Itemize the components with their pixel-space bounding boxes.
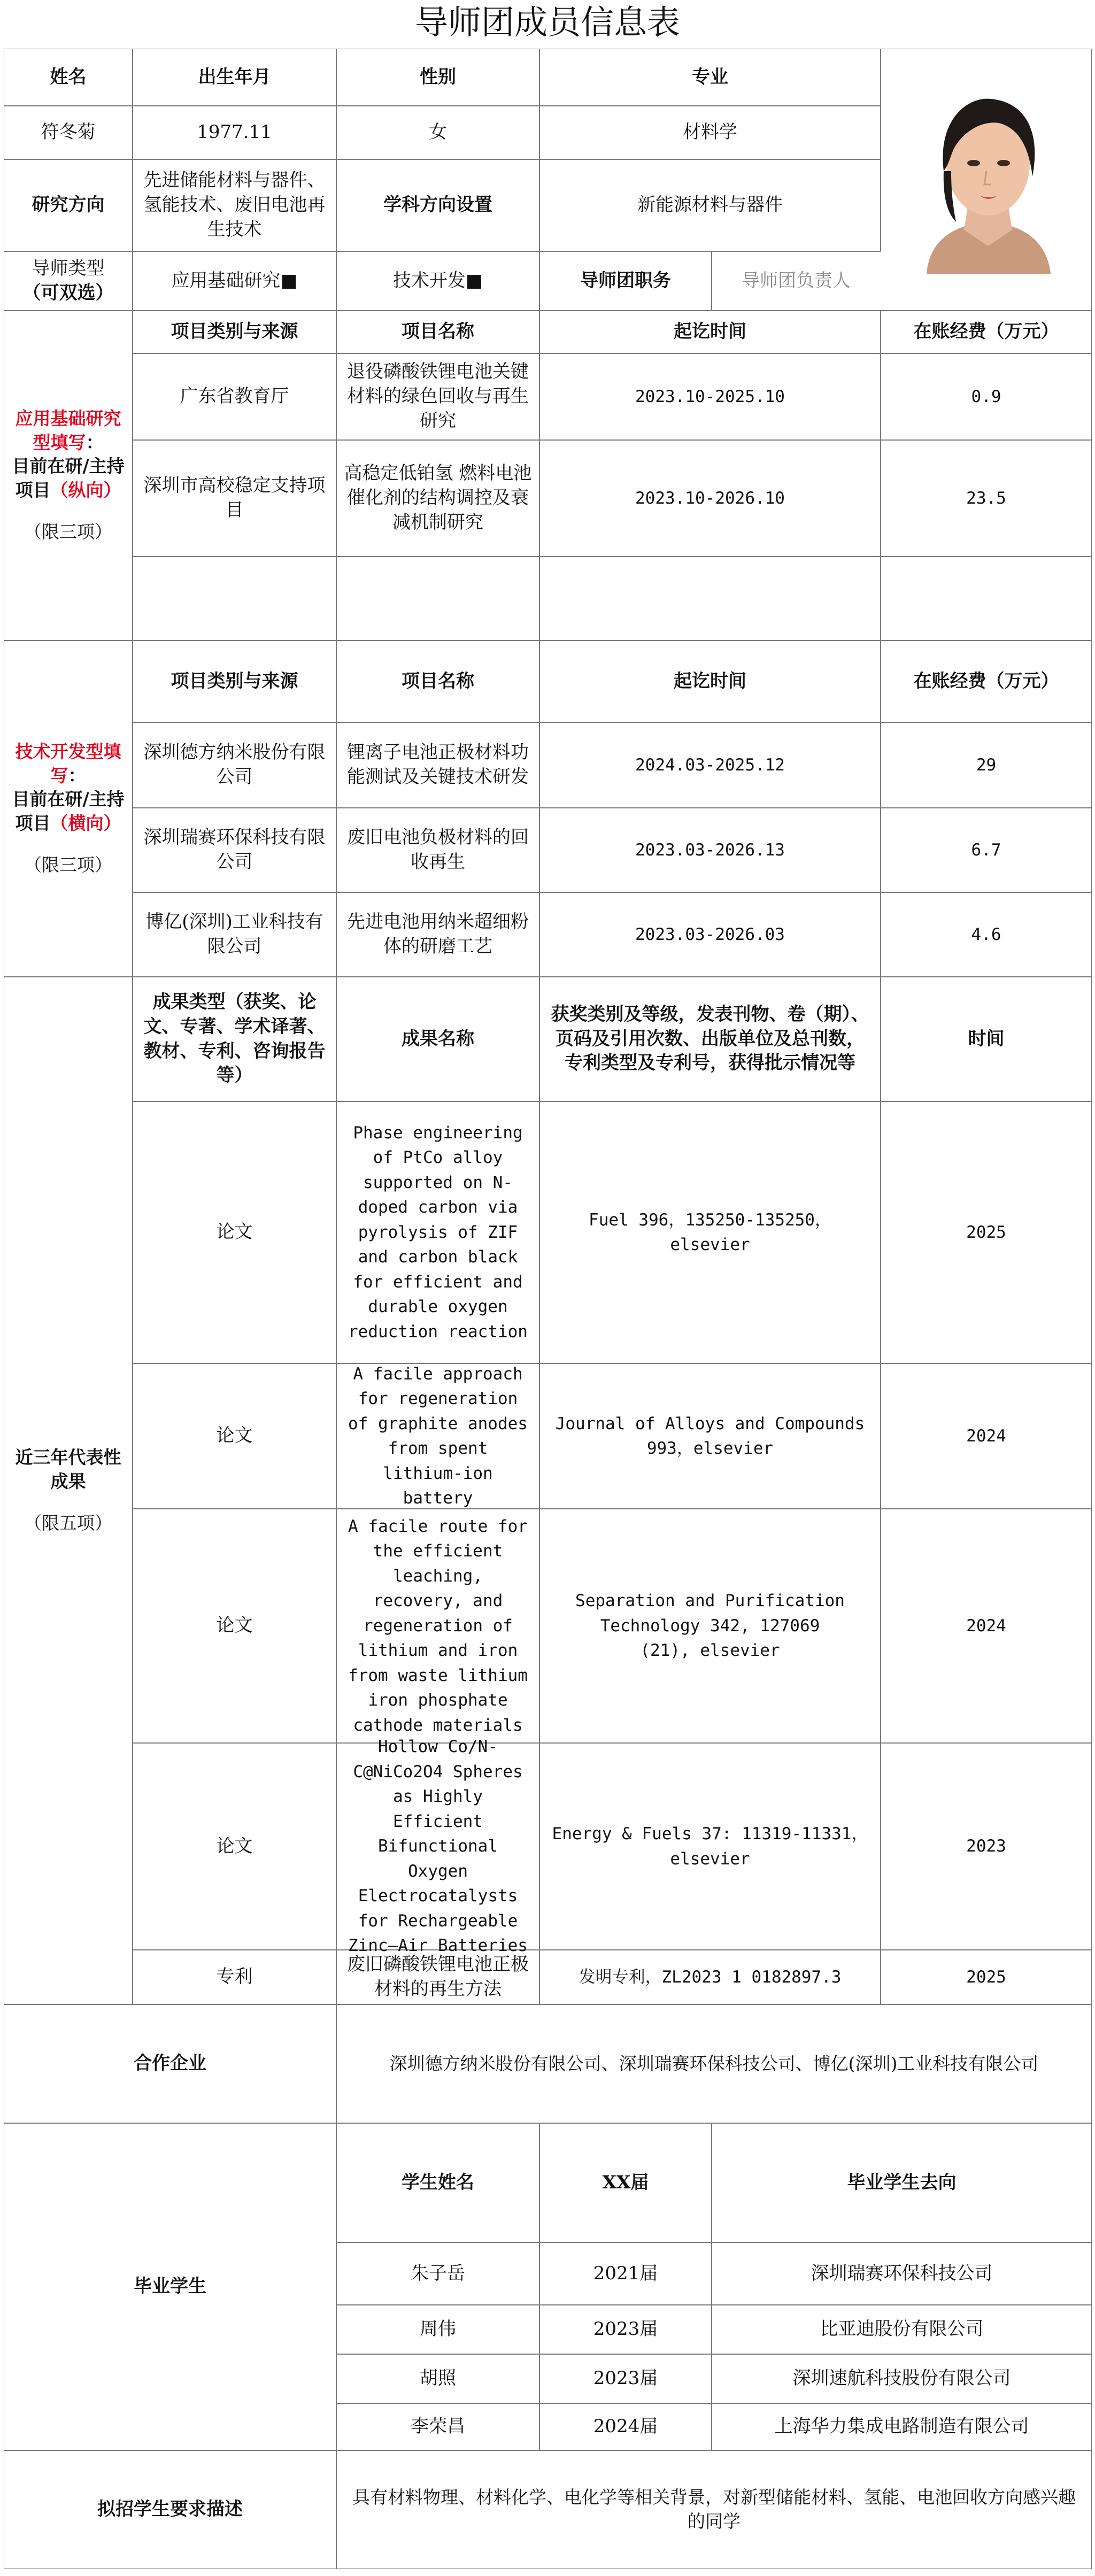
mentor-type-label-line2: （可双选） <box>22 282 114 304</box>
tech-col-period: 起讫时间 <box>674 670 746 692</box>
name-label: 姓名 <box>50 66 87 88</box>
tech-row-2-period: 2023.03-2026.13 <box>635 840 785 860</box>
ach-col-name: 成果名称 <box>402 1028 474 1050</box>
applied-side-label <box>4 311 133 641</box>
ach-row-3-type: 论文 <box>216 1615 253 1637</box>
recruit-label: 拟招学生要求描述 <box>97 2498 243 2520</box>
grad-col-year: XX届 <box>602 2171 649 2193</box>
ach-row-2-name: A facile approach for regeneration of graphite anodes from spent lithium-ion battery <box>348 1364 528 1508</box>
ach-row-1-time: 2025 <box>966 1222 1006 1242</box>
major-label: 专业 <box>692 66 728 88</box>
applied-col-fund: 在账经费（万元） <box>913 321 1059 343</box>
tech-row-3-source: 博亿(深圳)工业科技有限公司 <box>145 911 323 957</box>
tech-row-1-source: 深圳德方纳米股份有限公司 <box>143 742 326 788</box>
mentor-type-label-line1: 导师类型 <box>32 257 105 279</box>
applied-col-name: 项目名称 <box>402 321 474 343</box>
mentor-photo <box>905 70 1071 274</box>
tech-row-3-name: 先进电池用纳米超细粉体的研磨工艺 <box>347 911 529 957</box>
grad-row-4-year: 2024届 <box>593 2416 658 2438</box>
tech-row-1-fund: 29 <box>976 755 997 775</box>
tech-col-fund: 在账经费（万元） <box>913 670 1059 692</box>
tech-row-1-period: 2024.03-2025.12 <box>635 755 785 775</box>
grad-row-2-dest: 比亚迪股份有限公司 <box>820 2318 984 2340</box>
ach-col-type: 成果类型（获奖、论文、专著、学术译著、教材、专利、咨询报告等） <box>143 991 326 1086</box>
ach-row-3-time: 2024 <box>966 1616 1006 1636</box>
tech-row-3-fund: 4.6 <box>971 924 1001 944</box>
discipline-label: 学科方向设置 <box>383 194 492 216</box>
page-title: 导师团成员信息表 <box>414 3 680 42</box>
graduates-label: 毕业学生 <box>134 2276 206 2297</box>
name-value: 符冬菊 <box>41 121 96 143</box>
duty-label: 导师团职务 <box>580 269 671 291</box>
applied-row-2-name: 高稳定低铂氢 燃料电池催化剂的结构调控及衰减机制研究 <box>344 462 532 533</box>
discipline-value: 新能源材料与器件 <box>637 194 783 216</box>
tech-side-title: 技术开发型填写： <box>15 741 121 786</box>
ach-row-1-name: Phase engineering of PtCo alloy supported on N-doped carbon via pyrolysis of ZIF and carbon black for efficient and durable oxygen reduction reaction <box>348 1123 528 1341</box>
ach-row-4-type: 论文 <box>216 1835 253 1857</box>
applied-row-1-name: 退役磷酸铁锂电池关键材料的绿色回收与再生研究 <box>347 361 529 431</box>
ach-row-4-time: 2023 <box>966 1837 1006 1856</box>
applied-side-limit: （限三项） <box>24 521 112 543</box>
grad-row-1-name: 朱子岳 <box>411 2262 465 2284</box>
grad-row-3-name: 胡照 <box>420 2367 456 2389</box>
gender-value: 女 <box>429 121 447 143</box>
achievements-side-label <box>4 977 133 2004</box>
tech-row-2-source: 深圳瑞赛环保科技有限公司 <box>143 827 326 873</box>
grad-row-4-dest: 上海华力集成电路制造有限公司 <box>774 2416 1029 2438</box>
ach-col-time: 时间 <box>968 1028 1005 1050</box>
grad-col-name: 学生姓名 <box>402 2171 474 2193</box>
grad-row-2-year: 2023届 <box>593 2318 658 2340</box>
ach-row-2-time: 2024 <box>966 1426 1006 1446</box>
ach-row-5-detail: 发明专利，ZL2023 1 0182897.3 <box>579 1967 842 1987</box>
ach-row-3-name: A facile route for the efficient leaching, recovery, and regeneration of lithium and iron from waste lithium iron phosphate cathode materials <box>348 1516 528 1735</box>
tech-col-source: 项目类别与来源 <box>171 670 298 692</box>
ach-row-3-detail: Separation and Purification Technology 342, 127069 (21), elsevier <box>575 1591 845 1661</box>
ach-row-5-type: 专利 <box>216 1966 253 1988</box>
tech-side-sub: 目前在研/主持项目（横向） <box>12 789 125 834</box>
grad-row-1-year: 2021届 <box>593 2262 658 2284</box>
mentor-type-label <box>4 251 133 311</box>
tech-side-label <box>4 641 133 977</box>
tech-row-1-name: 锂离子电池正极材料功能测试及关键技术研发 <box>347 742 529 788</box>
grad-row-4-name: 李荣昌 <box>411 2416 465 2438</box>
portrait-image <box>905 70 1071 274</box>
applied-row-2-fund: 23.5 <box>966 488 1006 508</box>
recruit-value: 具有材料物理、材料化学、电化学等相关背景，对新型储能材料、氢能、电池回收方向感兴趣的同学 <box>352 2487 1076 2532</box>
ach-row-4-detail: Energy & Fuels 37: 11319-11331，elsevier <box>552 1824 868 1869</box>
grad-row-3-year: 2023届 <box>593 2367 658 2389</box>
grad-col-dest: 毕业学生去向 <box>847 2171 957 2193</box>
ach-row-4-name: Hollow Co/N-C@NiCo2O4 Spheres as Highly Efficient Bifunctional Oxygen Electrocatalysts for Rechargeable Zinc–Air Batteries <box>348 1737 528 1956</box>
grad-row-3-dest: 深圳速航科技股份有限公司 <box>792 2367 1011 2389</box>
tech-row-2-name: 废旧电池负极材料的回收再生 <box>347 827 529 873</box>
applied-row-2-source: 深圳市高校稳定支持项目 <box>143 475 326 521</box>
research-label: 研究方向 <box>32 194 105 216</box>
ach-row-2-detail: Journal of Alloys and Compounds 993，elsevier <box>555 1414 865 1458</box>
mentor-type-tech: 技术开发■ <box>392 269 483 291</box>
birth-label: 出生年月 <box>198 66 271 88</box>
applied-col-source: 项目类别与来源 <box>171 321 298 343</box>
research-value: 先进储能材料与器件、氢能技术、废旧电池再生技术 <box>143 169 326 240</box>
partners-value: 深圳德方纳米股份有限公司、深圳瑞赛环保科技公司、博亿(深圳)工业科技有限公司 <box>389 2053 1039 2074</box>
applied-row-2-period: 2023.10-2026.10 <box>635 488 785 508</box>
tech-col-name: 项目名称 <box>402 670 474 692</box>
grad-row-2-name: 周伟 <box>420 2318 456 2340</box>
applied-row-1-source: 广东省教育厅 <box>180 385 289 407</box>
partners-label: 合作企业 <box>134 2053 206 2074</box>
achievements-side-limit: （限五项） <box>24 1513 112 1534</box>
info-table <box>4 49 1092 2569</box>
ach-col-detail: 获奖类别及等级，发表刊物、卷（期）、页码及引用次数、出版单位及总刊数，专利类型及专利号，获得批示情况等 <box>551 1003 869 1074</box>
ach-row-1-type: 论文 <box>216 1221 253 1243</box>
duty-value: 导师团负责人 <box>742 269 851 291</box>
birth-value: 1977.11 <box>197 121 272 143</box>
gender-label: 性别 <box>420 66 456 88</box>
major-value: 材料学 <box>683 121 737 143</box>
applied-col-period: 起讫时间 <box>674 321 746 343</box>
mentor-type-applied: 应用基础研究■ <box>171 269 298 291</box>
achievements-side-title: 近三年代表性成果 <box>15 1447 121 1492</box>
ach-row-2-type: 论文 <box>216 1425 253 1447</box>
applied-row-1-fund: 0.9 <box>971 387 1001 406</box>
ach-row-5-time: 2025 <box>966 1967 1006 1987</box>
ach-row-5-name: 废旧磷酸铁锂电池正极材料的再生方法 <box>347 1954 529 2000</box>
tech-row-3-period: 2023.03-2026.03 <box>635 924 785 944</box>
ach-row-1-detail: Fuel 396，135250-135250，elsevier <box>589 1210 831 1254</box>
applied-row-1-period: 2023.10-2025.10 <box>635 387 785 406</box>
applied-side-sub: 目前在研/主持项目（纵向） <box>12 456 125 500</box>
grad-row-1-dest: 深圳瑞赛环保科技公司 <box>811 2262 993 2284</box>
applied-side-title: 应用基础研究型填写： <box>15 408 121 453</box>
tech-row-2-fund: 6.7 <box>971 840 1001 860</box>
tech-side-limit: （限三项） <box>24 854 112 876</box>
